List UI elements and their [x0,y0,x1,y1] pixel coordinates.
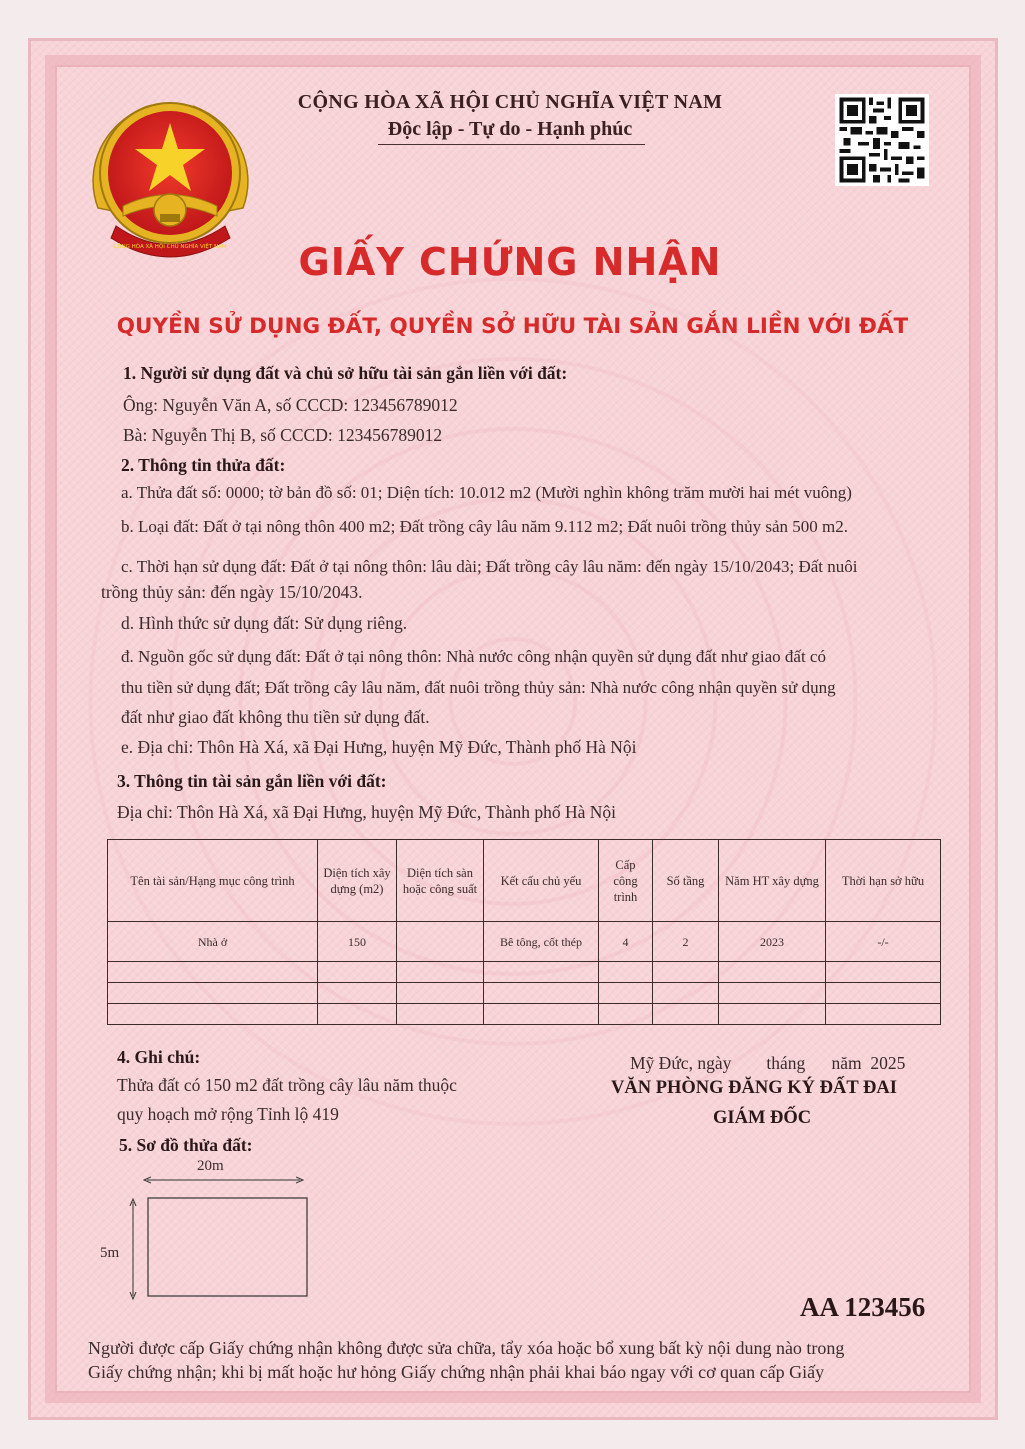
serial-number: AA 123456 [800,1292,926,1322]
motto-underline [378,144,645,145]
owner1: Ông: Nguyễn Văn A, số CCCD: 123456789012 [123,395,458,415]
table-cell: 2 [653,922,719,962]
table-cell [397,922,484,962]
land-info-dd2: thu tiền sử dụng đất; Đất trồng cây lâu năm, đất nuôi trồng thủy sản: Nhà nước công nhận quyền sử dụng [121,678,836,697]
table-header-cell: Kết cấu chủ yếu [484,840,599,922]
table-cell: -/- [826,922,941,962]
certificate-title: GIẤY CHỨNG NHẬN [298,240,722,284]
table-cell: Bê tông, cốt thép [484,922,599,962]
table-cell: 4 [599,922,653,962]
national-motto: Độc lập - Tự do - Hạnh phúc [387,118,633,140]
table-header-cell: Diện tích sàn hoặc công suất [397,840,484,922]
table-row [108,922,941,962]
signatory-role: GIÁM ĐỐC [713,1108,812,1128]
land-info-c2: trồng thủy sản: đến ngày 15/10/2043. [101,582,363,602]
table-row-empty [108,1004,941,1025]
asset-address: Địa chỉ: Thôn Hà Xá, xã Đại Hưng, huyện Mỹ Đức, Thành phố Hà Nội [117,802,616,822]
republic-name: CỘNG HÒA XÃ HỘI CHỦ NGHĨA VIỆT NAM [297,91,723,113]
section2-heading: 2. Thông tin thửa đất: [121,455,286,475]
land-info-b: b. Loại đất: Đất ở tại nông thôn 400 m2; Đất trồng cây lâu năm 9.112 m2; Đất nuôi trồng thủy sản 500 m2. [121,517,848,536]
land-info-e: e. Địa chỉ: Thôn Hà Xá, xã Đại Hưng, huyện Mỹ Đức, Thành phố Hà Nội [121,737,637,757]
owner2: Bà: Nguyễn Thị B, số CCCD: 123456789012 [123,425,443,445]
land-info-dd3: đất như giao đất không thu tiền sử dụng đất. [121,707,430,727]
place-date: Mỹ Đức, ngày tháng năm 2025 [630,1053,906,1073]
table-header-cell: Diện tích xây dựng (m2) [318,840,397,922]
note-line1: Thửa đất có 150 m2 đất trồng cây lâu năm thuộc [117,1075,457,1095]
table-cell: 150 [318,922,397,962]
table-row-empty [108,983,941,1004]
table-header-cell: Tên tài sản/Hạng mục công trình [108,840,318,922]
section3-heading: 3. Thông tin tài sản gắn liền với đất: [117,771,387,791]
table-cell: 2023 [719,922,826,962]
height-label: 5m [100,1245,120,1261]
certificate-subtitle: QUYỀN SỬ DỤNG ĐẤT, QUYỀN SỞ HỮU TÀI SẢN GẮN LIỀN VỚI ĐẤT [116,314,909,339]
note-line2: quy hoạch mở rộng Tỉnh lộ 419 [117,1104,339,1124]
issuing-office: VĂN PHÒNG ĐĂNG KÝ ĐẤT ĐAI [611,1078,897,1098]
svg-text:CỘNG HÒA XÃ HỘI CHỦ NGHĨA VIỆT: CỘNG HÒA XÃ HỘI CHỦ NGHĨA VIỆT NAM [113,244,227,250]
notice-line1: Người được cấp Giấy chứng nhận không được sửa chữa, tẩy xóa hoặc bổ xung bất kỳ nội dung nào trong [88,1338,845,1358]
land-info-a: a. Thửa đất số: 0000; tờ bản đồ số: 01; Diện tích: 10.012 m2 (Mười nghìn không trăm mười hai mét vuông) [121,483,852,502]
land-info-c1: c. Thời hạn sử dụng đất: Đất ở tại nông thôn: lâu dài; Đất trồng cây lâu năm: đến ngày 15/10/2043; Đất nuôi [121,557,858,576]
table-cell: Nhà ở [108,922,318,962]
table-header-cell: Cấp công trình [599,840,653,922]
table-header-cell: Số tầng [653,840,719,922]
asset-table [107,839,941,1025]
land-info-dd1: đ. Nguồn gốc sử dụng đất: Đất ở tại nông thôn: Nhà nước công nhận quyền sử dụng đất như giao đất có [121,647,826,666]
table-row-empty [108,962,941,983]
section5-heading: 5. Sơ đồ thửa đất: [119,1135,253,1155]
notice-line2: Giấy chứng nhận; khi bị mất hoặc hư hỏng Giấy chứng nhận phải khai báo ngay với cơ quan cấp Giấy [88,1362,825,1382]
land-plot-diagram [95,1160,325,1300]
land-info-d: d. Hình thức sử dụng đất: Sử dụng riêng. [121,613,408,633]
land-plot-outline [148,1198,307,1296]
section4-heading: 4. Ghi chú: [117,1047,201,1067]
table-header-row [108,840,941,922]
table-header-cell: Thời hạn sở hữu [826,840,941,922]
width-label: 20m [197,1158,224,1174]
qr-code [835,94,929,186]
section1-heading: 1. Người sử dụng đất và chủ sở hữu tài sản gắn liền với đất: [123,363,568,383]
table-header-cell: Năm HT xây dựng [719,840,826,922]
